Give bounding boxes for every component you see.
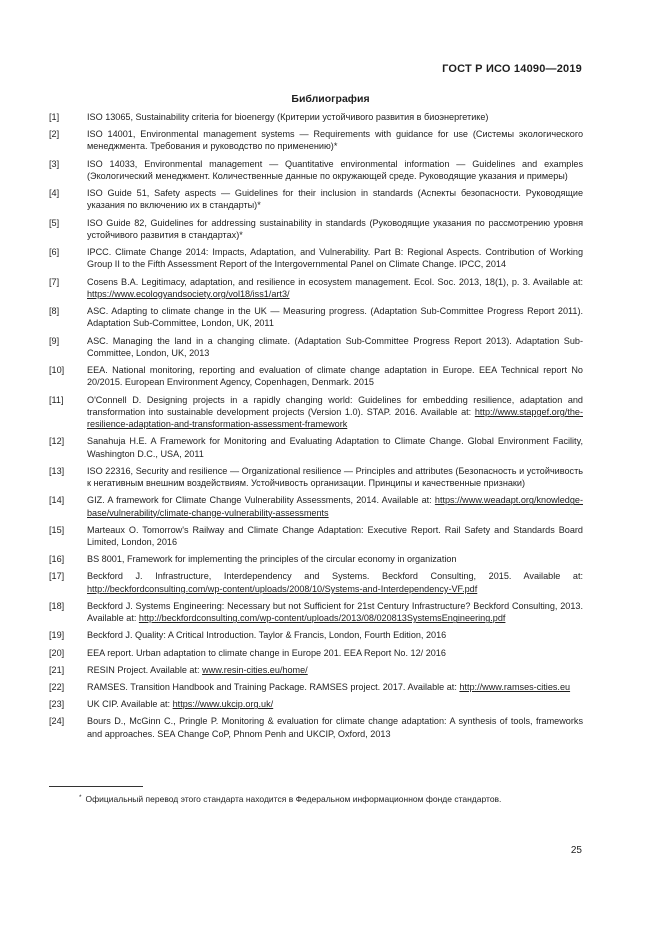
- page-number: 25: [570, 845, 582, 856]
- reference-number: [12]: [49, 436, 65, 447]
- reference-text: [87, 187, 583, 212]
- reference-body: ISO 14033, Environmental management — Quantitative environmental information — Guidelines and examples (Экологический менеджмент. Количественные данные по окружающей среде. Руководящие указания и примеры): [87, 158, 583, 181]
- reference-number: [19]: [49, 630, 65, 641]
- reference-number: [2]: [49, 129, 60, 140]
- reference-text: [87, 394, 583, 431]
- document-header: ГОСТ Р ИСО 14090—2019: [442, 63, 582, 75]
- reference-number: [9]: [49, 335, 60, 346]
- reference-text: [87, 305, 583, 330]
- reference-number: [1]: [49, 112, 60, 122]
- reference-text: [87, 570, 583, 595]
- footnote-mark: *: [79, 794, 82, 801]
- reference-link[interactable]: https://www.weadapt.org/knowledge-base/vulnerability/climate-change-vulnerability-assessments: [87, 495, 583, 518]
- reference-body: EEA. National monitoring, reporting and evaluation of climate change adaptation in Europe. EEA Technical report No 20/2015. European Environment Agency, Copenhagen, Denmark. 2015: [87, 365, 583, 388]
- reference-text: [87, 111, 583, 123]
- reference-link[interactable]: www.resin-cities.eu/home/: [202, 664, 308, 675]
- reference-item: [49, 305, 583, 330]
- reference-link[interactable]: http://beckfordconsulting.com/wp-content/uploads/2008/10/Systems-and-Interdependency-VF.pdf: [87, 583, 478, 594]
- reference-item: [49, 553, 583, 565]
- reference-text: [87, 246, 583, 271]
- reference-body: Cosens B.A. Legitimacy, adaptation, and resilience in ecosystem management. Ecol. Soc. 2013, 18(1), p. 3. Available at:: [87, 276, 583, 287]
- footnote-divider: [49, 786, 143, 787]
- reference-number: [21]: [49, 664, 65, 675]
- reference-number: [17]: [49, 571, 65, 582]
- reference-item: [49, 524, 583, 549]
- reference-text: [87, 681, 583, 693]
- reference-body: GIZ. A framework for Climate Change Vulnerability Assessments, 2014. Available at:: [87, 495, 435, 506]
- reference-item: [49, 465, 583, 490]
- reference-item: [49, 276, 583, 301]
- reference-number: [15]: [49, 524, 65, 535]
- bibliography-list: [49, 111, 583, 745]
- reference-text: [87, 217, 583, 242]
- reference-link[interactable]: https://www.ukcip.org.uk/: [172, 699, 274, 710]
- reference-body: Bours D., McGinn C., Pringle P. Monitoring & evaluation for climate change adaptation: A synthesis of tools, frameworks and approaches. SEA Change CoP, Phnom Penh and UKCIP, Oxford, 2013: [87, 716, 583, 739]
- reference-item: [49, 246, 583, 271]
- reference-body: ISO Guide 51, Safety aspects — Guidelines for their inclusion in standards (Аспекты безопасности. Руководящие указания по включению их в стандарты)*: [87, 188, 583, 211]
- reference-item: [49, 494, 583, 519]
- reference-number: [11]: [49, 394, 64, 405]
- reference-number: [7]: [49, 276, 60, 287]
- reference-text: [87, 647, 583, 659]
- reference-link[interactable]: http://www.stapgef.org/the-resilience-adaptation-and-transformation-assessment-framework: [87, 406, 583, 430]
- reference-item: [49, 600, 583, 625]
- reference-item: [49, 394, 583, 431]
- reference-number: [16]: [49, 554, 65, 565]
- reference-body: RESIN Project. Available at:: [87, 664, 203, 675]
- reference-body: ISO 22316, Security and resilience — Organizational resilience — Principles and attributes (Безопасность и устойчивость к негативным внешним воздействиям. Устойчивость организации. Принципы и качественные признаки): [87, 465, 583, 489]
- reference-text: [87, 158, 583, 183]
- reference-body: Marteaux O. Tomorrow's Railway and Climate Change Adaptation: Executive Report. Rail Safety and Standards Board Limited, London, 2016: [87, 524, 583, 548]
- footnote: [79, 794, 501, 804]
- reference-text: [87, 465, 583, 490]
- reference-body: IPCC. Climate Change 2014: Impacts, Adaptation, and Vulnerability. Part B: Regional Aspects. Contribution of Working Group II to the Fifth Assessment Report of the Intergovernmental Panel on Climate Change. IPCC, 2014: [87, 247, 583, 270]
- reference-body: Beckford J. Systems Engineering: Necessary but not Sufficient for 21st Century Infrastructure? Beckford Consulting, 2013. Available at:: [87, 600, 583, 624]
- reference-text: [87, 524, 583, 549]
- reference-item: [49, 681, 583, 693]
- reference-body: Beckford J. Infrastructure, Interdependency and Systems. Beckford Consulting, 2015. Available at:: [87, 571, 583, 582]
- reference-number: [6]: [49, 247, 60, 258]
- reference-number: [8]: [49, 306, 60, 317]
- reference-text: [87, 494, 583, 519]
- reference-body: ISO 13065, Sustainability criteria for bioenergy (Критерии устойчивого развития в биоэнергетике): [87, 112, 489, 122]
- reference-item: [49, 187, 583, 212]
- reference-item: [49, 570, 583, 595]
- reference-body: UK CIP. Available at:: [87, 699, 173, 710]
- reference-item: [49, 335, 583, 360]
- reference-body: ISO 14001, Environmental management systems — Requirements with guidance for use (Системы экологического менеджмента. Требования и руководство по применению)*: [87, 129, 583, 152]
- reference-item: [49, 647, 583, 659]
- reference-text: [87, 335, 583, 360]
- reference-item: [49, 158, 583, 183]
- reference-number: [4]: [49, 188, 60, 199]
- reference-number: [5]: [49, 217, 60, 228]
- reference-text: [87, 553, 583, 565]
- reference-body: BS 8001, Framework for implementing the principles of the circular economy in organization: [87, 554, 457, 565]
- reference-number: [22]: [49, 681, 65, 692]
- reference-body: Beckford J. Quality: A Critical Introduction. Taylor & Francis, London, Fourth Edition, 2016: [87, 630, 447, 641]
- reference-body: O'Connell D. Designing projects in a rapidly changing world: Guidelines for embedding resilience, adaptation and transformation into sustainable development projects (Version 1.0). STAP. 2016. Available at:: [87, 394, 583, 417]
- reference-number: [23]: [49, 699, 65, 710]
- reference-body: ASC. Adapting to climate change in the UK — Measuring progress. (Adaptation Sub-Committee Progress Report 2011). Adaptation Sub-Committee, London, UK, 2011: [87, 306, 583, 329]
- reference-text: [87, 435, 583, 460]
- reference-number: [10]: [49, 365, 65, 376]
- reference-number: [13]: [49, 465, 65, 476]
- reference-body: Sanahuja H.E. A Framework for Monitoring and Evaluating Adaptation to Climate Change. Global Environment Facility, Washington D.C., USA, 2011: [87, 436, 583, 459]
- reference-body: RAMSES. Transition Handbook and Training Package. RAMSES project. 2017. Available at:: [87, 681, 460, 692]
- section-title: Библиография: [291, 93, 370, 105]
- reference-link[interactable]: http://beckfordconsulting.com/wp-content/uploads/2013/08/020813SystemsEngineering.pdf: [138, 613, 506, 624]
- reference-item: [49, 128, 583, 153]
- reference-text: [87, 698, 583, 710]
- reference-number: [20]: [49, 647, 65, 658]
- reference-number: [14]: [49, 495, 65, 506]
- reference-text: [87, 128, 583, 153]
- reference-item: [49, 217, 583, 242]
- reference-item: [49, 715, 583, 740]
- reference-number: [18]: [49, 600, 65, 611]
- reference-item: [49, 111, 583, 123]
- reference-body: ISO Guide 82, Guidelines for addressing sustainability in standards (Руководящие указания по рассмотрению уровня устойчивого развития в стандартах)*: [87, 217, 583, 240]
- reference-item: [49, 364, 583, 389]
- reference-item: [49, 664, 583, 676]
- reference-item: [49, 698, 583, 710]
- reference-text: [87, 364, 583, 389]
- reference-link[interactable]: http://www.ramses-cities.eu: [459, 681, 571, 692]
- reference-body: EEA report. Urban adaptation to climate change in Europe 201. EEA Report No. 12/ 2016: [87, 647, 446, 658]
- reference-link[interactable]: https://www.ecologyandsociety.org/vol18/iss1/art3/: [87, 288, 290, 299]
- reference-text: [87, 629, 583, 641]
- reference-text: [87, 276, 583, 301]
- reference-number: [3]: [49, 158, 60, 169]
- footnote-text: Официальный перевод этого стандарта находится в Федеральном информационном фонде стандартов.: [85, 794, 502, 804]
- reference-item: [49, 435, 583, 460]
- reference-item: [49, 629, 583, 641]
- reference-text: [87, 715, 583, 740]
- reference-body: ASC. Managing the land in a changing climate. (Adaptation Sub-Committee Progress Report 2013). Adaptation Sub-Committee, London, UK, 2013: [87, 335, 583, 358]
- reference-text: [87, 664, 583, 676]
- reference-number: [24]: [49, 716, 65, 727]
- reference-text: [87, 600, 583, 625]
